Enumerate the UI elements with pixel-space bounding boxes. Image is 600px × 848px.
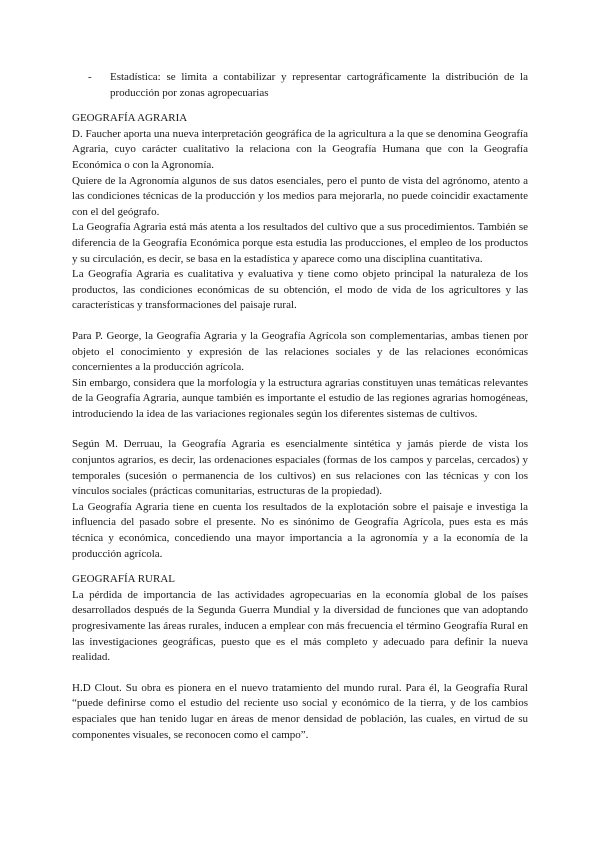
bullet-marker: - [88, 71, 92, 83]
paragraph: H.D Clout. Su obra es pionera en el nuevo tratamiento del mundo rural. Para él, la Geografía Rural “puede definirse como el estudio del reciente uso social y económico de la tierra, y de los cambios espaciales que han tenido lugar en áreas de menor densidad de población, las cuales, en virtud de su componentes visuales, se reconocen como el campo”. [72, 681, 528, 741]
heading-geografia-rural: GEOGRAFÍA RURAL [72, 573, 175, 586]
paragraph: D. Faucher aporta una nueva interpretación geográfica de la agricultura a la que se denomina Geografía Agraria, cuyo carácter cualitativo la relaciona con la Geografía Humana que con la Geografía Económica o con la Agronomía. [72, 127, 528, 171]
paragraph: Según M. Derruau, la Geografía Agraria es esencialmente sintética y jamás pierde de vista los conjuntos agrarios, es decir, las ordenaciones espaciales (formas de los campos y parcelas, cercados) y temporales (sucesión o permanencia de los cultivos) en sus relaciones con las técnicas y con los vínculos sociales (prácticas comunitarias, estructuras de la propiedad). [72, 438, 528, 498]
paragraph: La pérdida de importancia de las actividades agropecuarias en la economía global de los países desarrollados después de la Segunda Guerra Mundial y la diversidad de funciones que van adoptando progresivamente las áreas rurales, inducen a emplear con más frecuencia el término Geografía Rural en las investigaciones geográficas, puesto que es el más completo y adecuado para definir la nueva realidad. [72, 588, 528, 664]
bullet-item [72, 70, 528, 101]
paragraph: Para P. George, la Geografía Agraria y la Geografía Agrícola son complementarias, ambas tienen por objeto el conocimiento y expresión de las relaciones sociales y de las relaciones económicas concernientes a la producción agrícola. [72, 329, 528, 374]
paragraph: Quiere de la Agronomía algunos de sus datos esenciales, pero el punto de vista del agrónomo, atento a las condiciones técnicas de la producción y los medios para mejorarla, no puede coincidir exactamente con el del geógrafo. [72, 174, 528, 218]
bullet-text: Estadística: se limita a contabilizar y representar cartográficamente la distribución de la producción por zonas agropecuarias [110, 71, 528, 99]
heading-geografia-agraria: GEOGRAFÍA AGRARIA [72, 112, 188, 125]
paragraph: La Geografía Agraria tiene en cuenta los resultados de la explotación sobre el paisaje e investiga la influencia del pasado sobre el presente. No es sinónimo de Geografía Agrícola, pues esta es más técnica y económica, concediendo una mayor importancia a la agronomía y a la economía de la producción agrícola. [72, 500, 528, 560]
paragraph: La Geografía Agraria está más atenta a los resultados del cultivo que a sus procedimientos. También se diferencia de la Geografía Económica porque esta estudia las producciones, el empleo de los productos y su circulación, es decir, se basa en la estadística y aparece como una disciplina cuantitativa. [72, 221, 528, 265]
paragraph: Sin embargo, considera que la morfología y la estructura agrarias constituyen unas temáticas relevantes de la Geografía Agraria, aunque también es importante el estudio de las regiones agrarias homogéneas, introduciendo la idea de las variaciones regionales según los diferentes sistemas de cultivos. [72, 376, 528, 420]
paragraph: La Geografía Agraria es cualitativa y evaluativa y tiene como objeto principal la naturaleza de los productos, las condiciones económicas de su obtención, el modo de vida de los agricultores y las características y transformaciones del paisaje rural. [72, 268, 528, 312]
